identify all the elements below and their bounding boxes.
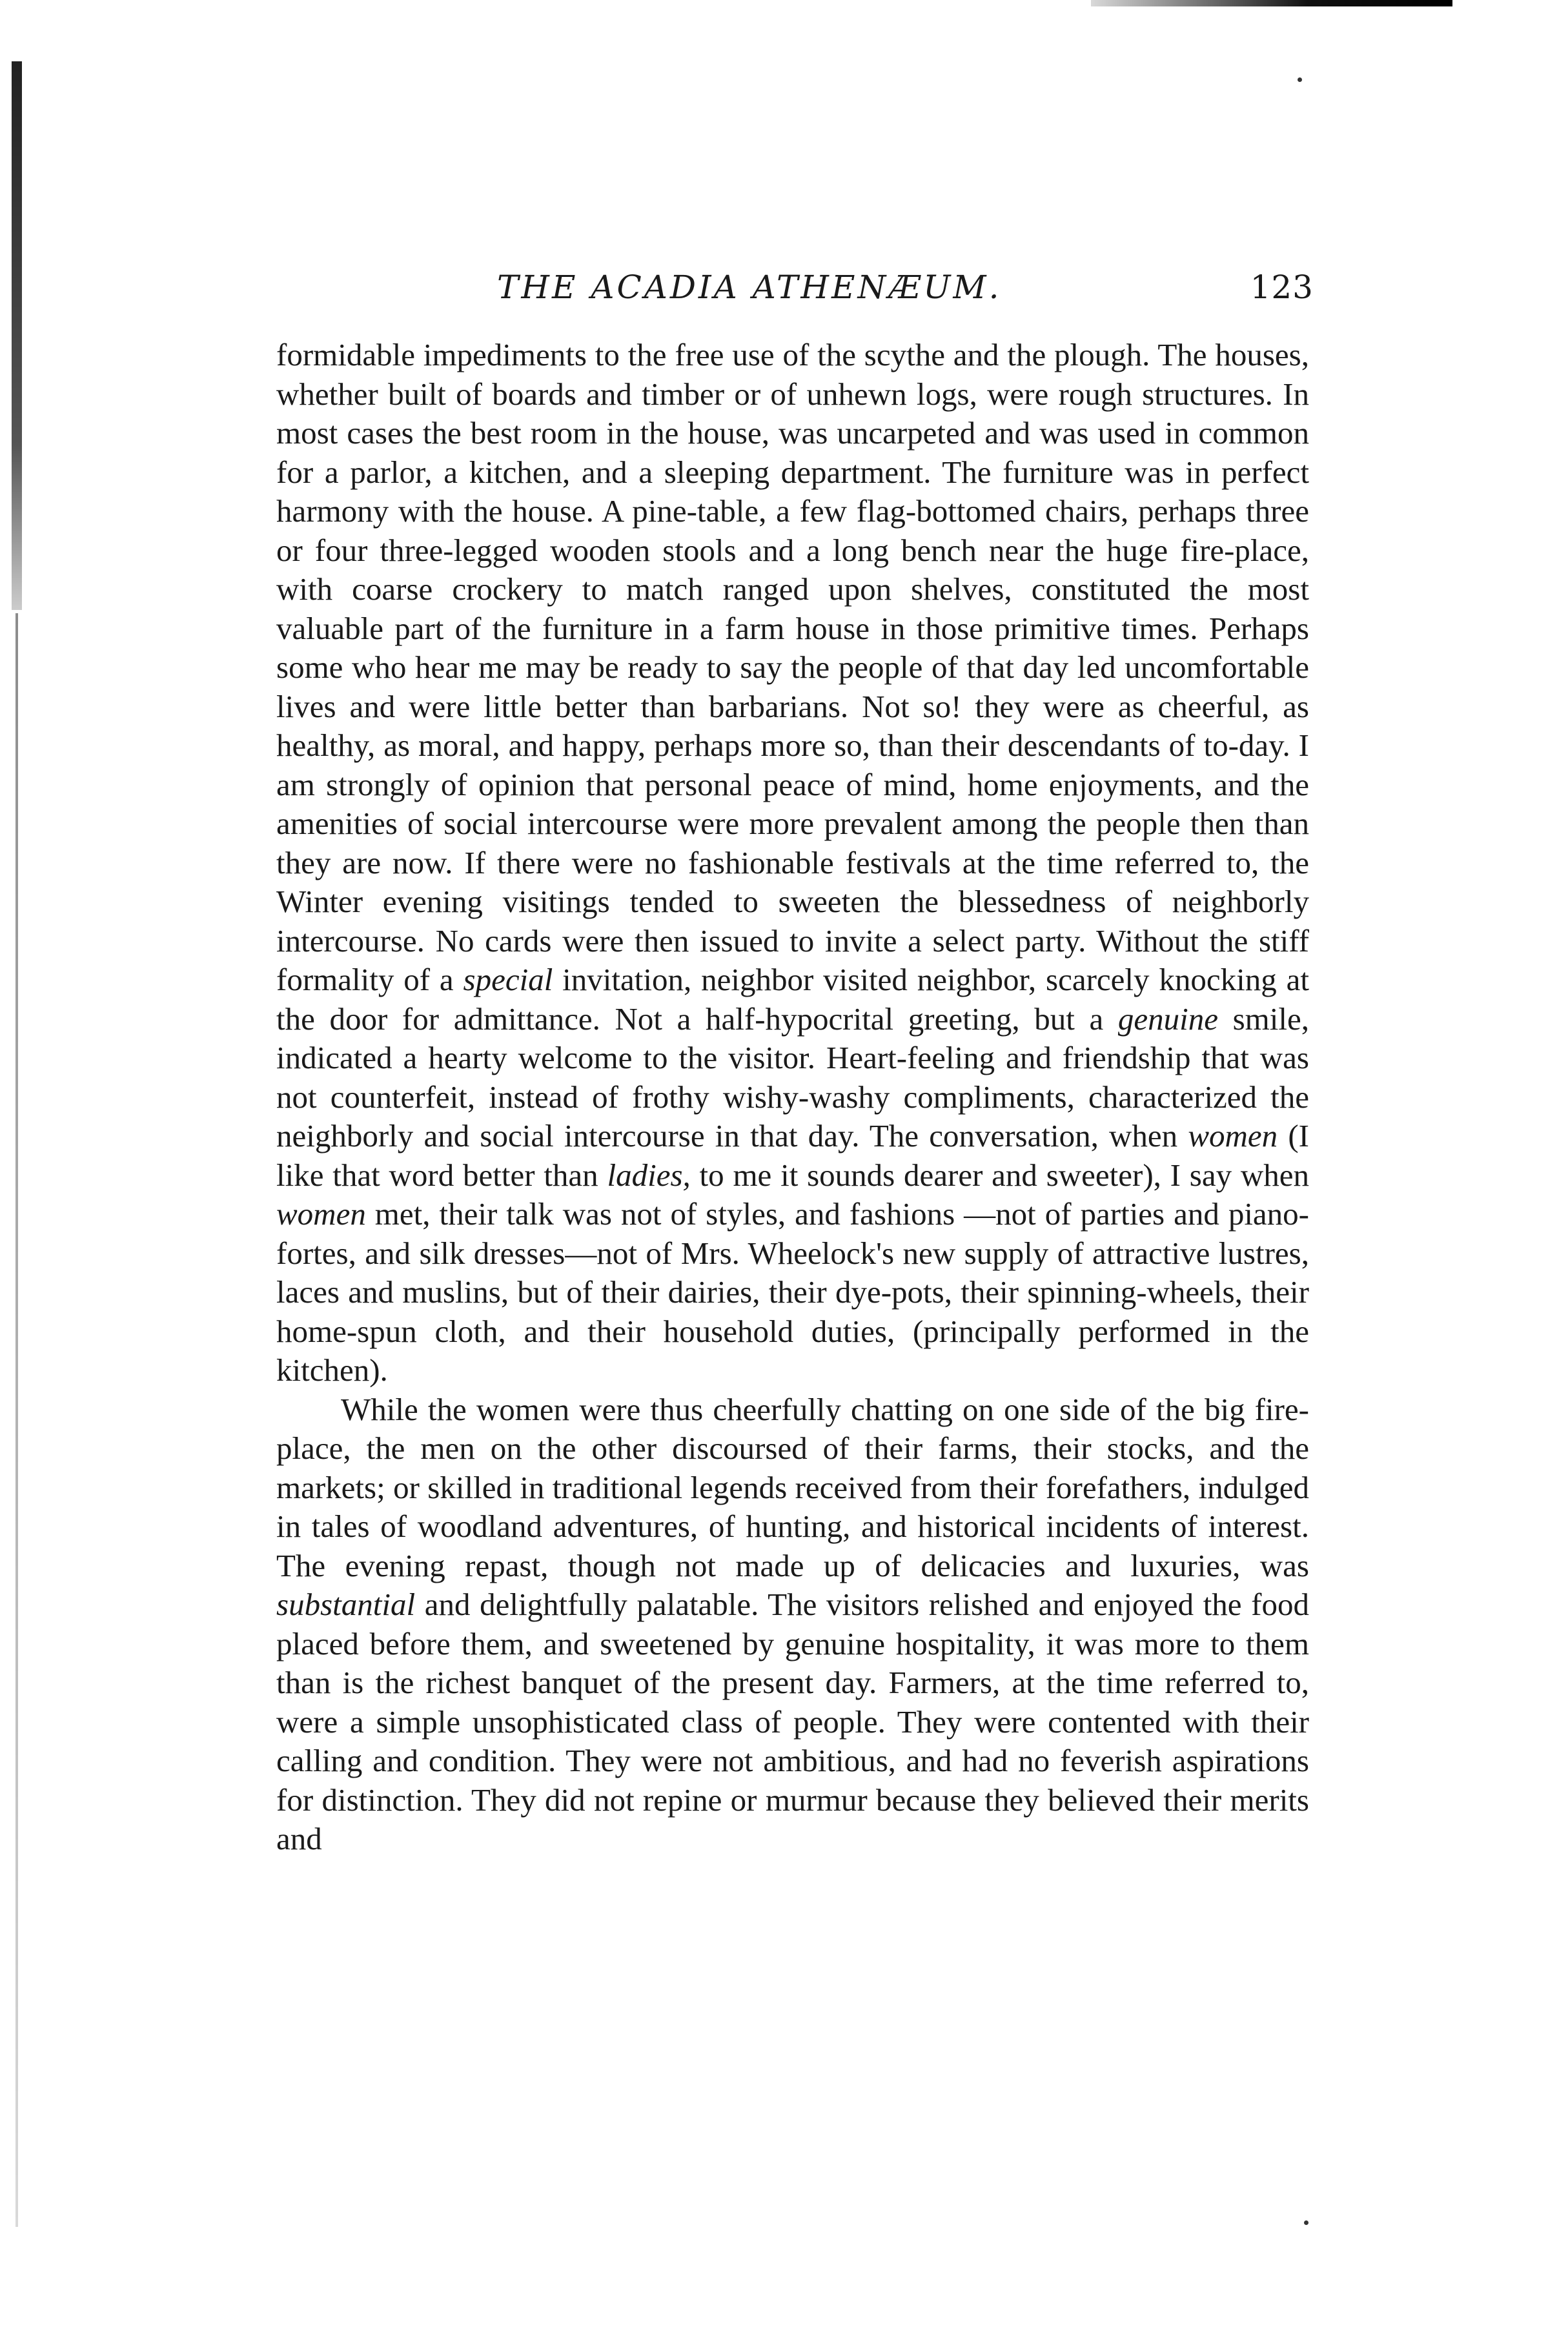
scan-edge-mark-top	[1091, 0, 1452, 6]
text-run: to me it sounds dearer and sweeter), I say when	[690, 1157, 1309, 1193]
text-run: and delightfully palatable. The visitors relished and enjoyed the food placed before them, and sweetened by genuine hospitality, it was more to them than is the richest banquet of the present day. Farmers, at the time referred to, were a simple unsophisticated class of people. They were contented with their calling and condition. They were not ambitious, and had no feverish aspirations for distinction. They did not repine or murmur because they believed their merits and	[276, 1587, 1309, 1856]
scan-edge-line-left	[15, 613, 18, 2227]
paragraph-1	[276, 336, 1309, 1390]
emphasized-text: special	[463, 962, 553, 997]
scan-speck	[1298, 77, 1302, 82]
text-run: While the women were thus cheerfully chatting on one side of the big fire-place, the men on the other discoursed of their farms, their stocks, and the markets; or skilled in traditional legends received from their forefathers, indulged in tales of woodland adventures, of hunting, and historical incidents of interest. The evening repast, though not made up of delicacies and luxuries, was	[276, 1391, 1309, 1583]
paragraph-2	[276, 1390, 1309, 1859]
text-run: invitation, neighbor visited neighbor, scarcely knocking at the door for admittance. Not a half-hypocrital greeting, but a	[276, 962, 1309, 1037]
text-run: met, their talk was not of styles, and fashions —not of parties and piano-fortes, and silk dresses—not of Mrs. Wheelock's new supply of attractive lustres, laces and muslins, but of their dairies, their dye-pots, their spinning-wheels, their home-spun cloth, and their household duties, (principally performed in the kitchen).	[276, 1196, 1309, 1388]
emphasized-text: women	[276, 1196, 366, 1232]
scan-speck	[1304, 2220, 1308, 2225]
emphasized-text: women	[1188, 1118, 1278, 1153]
text-run: formidable impediments to the free use of the scythe and the plough. The houses, whether built of boards and timber or of unhewn logs, were rough structures. In most cases the best room in the house, was uncarpeted and was used in common for a parlor, a kitchen, and a sleeping department. The furniture was in perfect harmony with the house. A pine-table, a few flag-bottomed chairs, perhaps three or four three-legged wooden stools and a long bench near the huge fire-place, with coarse crockery to match ranged upon shelves, constituted the most valuable part of the furniture in a farm house in those primitive times. Perhaps some who hear me may be ready to say the people of that day led uncomfortable lives and were little better than barbarians. Not so! they were as cheerful, as healthy, as moral, and happy, perhaps more so, than their descendants of to-day. I am strongly of opinion that personal peace of mind, home enjoyments, and the amenities of social intercourse were more prevalent among the people then than they are now. If there were no fashionable festivals at the time referred to, the Winter evening visitings tended to sweeten the blessedness of neighborly intercourse. No cards were then issued to invite a select party. Without the stiff formality of a	[276, 337, 1309, 997]
emphasized-text: substantial	[276, 1587, 416, 1622]
journal-title: THE ACADIA ATHENÆUM.	[497, 269, 1002, 306]
text-run: (I like that word better than	[276, 1118, 1309, 1193]
emphasized-text: genuine	[1117, 1000, 1218, 1037]
page-number: 123	[1250, 269, 1314, 306]
text-run: smile, indicated a hearty welcome to the visitor. Heart-feeling and friendship that was not counterfeit, instead of frothy wishy-washy compliments, characterized the neighborly and social intercourse in that day. The conversation, when	[276, 1000, 1309, 1153]
running-head	[497, 261, 1314, 313]
emphasized-text: ladies,	[607, 1157, 691, 1193]
scan-edge-mark-left	[12, 61, 22, 610]
article-body	[276, 336, 1309, 1859]
